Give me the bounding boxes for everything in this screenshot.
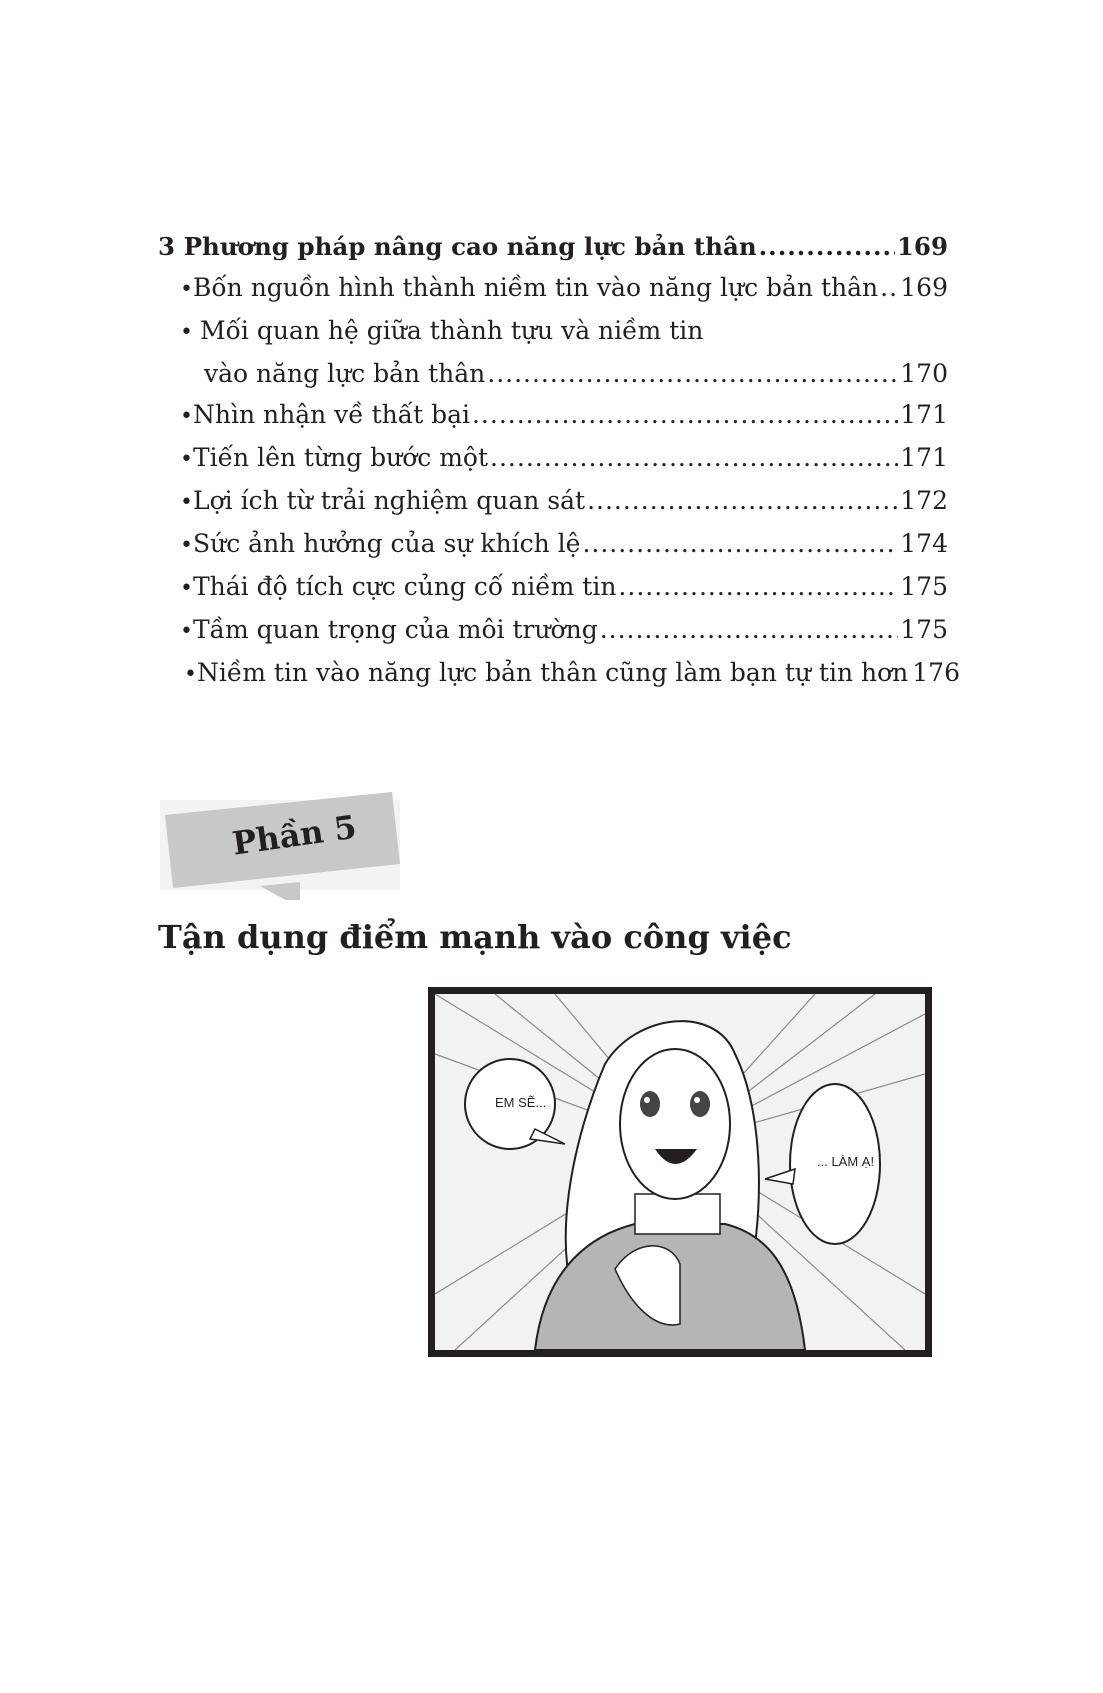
toc-item-label: Thái độ tích cực củng cố niềm tin bbox=[192, 572, 617, 601]
toc-leader-dots bbox=[618, 566, 898, 607]
toc-item-label: Tiến lên từng bước một bbox=[192, 443, 489, 472]
toc-heading-label: 3 Phương pháp nâng cao năng lực bản thân bbox=[158, 232, 757, 261]
bullet-icon: • bbox=[180, 576, 193, 601]
bullet-icon: • bbox=[180, 320, 193, 345]
toc-item-label: vào năng lực bản thân bbox=[204, 359, 486, 388]
toc-item-page: 171 bbox=[900, 400, 948, 429]
toc-item[interactable] bbox=[158, 609, 948, 652]
toc-heading[interactable] bbox=[158, 226, 948, 267]
bullet-icon: • bbox=[180, 533, 193, 558]
toc-leader-dots bbox=[490, 437, 898, 478]
toc-item-continuation[interactable] bbox=[158, 353, 948, 394]
toc-item[interactable] bbox=[158, 394, 948, 437]
toc-leader-dots bbox=[759, 226, 895, 267]
speech-bubble-left: EM SẼ... bbox=[495, 1095, 547, 1110]
comic-panel bbox=[428, 987, 932, 1357]
toc-item-page: 175 bbox=[900, 615, 948, 644]
bullet-icon: • bbox=[180, 447, 193, 472]
bullet-icon: • bbox=[180, 277, 193, 302]
part-label: Phần 5 bbox=[230, 807, 359, 863]
toc-leader-dots bbox=[582, 523, 898, 564]
toc-item[interactable] bbox=[158, 566, 948, 609]
toc-heading-page: 169 bbox=[896, 232, 948, 261]
toc-item-page: 174 bbox=[900, 529, 948, 558]
toc-item[interactable] bbox=[158, 523, 948, 566]
toc-item-label: Lợi ích từ trải nghiệm quan sát bbox=[192, 486, 586, 515]
toc-item-label: Mối quan hệ giữa thành tựu và niềm tin bbox=[200, 316, 704, 345]
toc-item[interactable] bbox=[158, 652, 960, 695]
bullet-icon: • bbox=[180, 404, 193, 429]
toc-item-page: 170 bbox=[900, 359, 948, 388]
toc-leader-dots bbox=[487, 353, 898, 394]
table-of-contents bbox=[158, 226, 960, 695]
toc-leader-dots bbox=[880, 267, 898, 308]
toc-item[interactable] bbox=[158, 437, 948, 480]
toc-item[interactable] bbox=[158, 267, 948, 310]
toc-item-page: 169 bbox=[900, 273, 948, 302]
toc-item-page: 172 bbox=[900, 486, 948, 515]
toc-item-label: Nhìn nhận về thất bại bbox=[192, 400, 470, 429]
section-title: Tận dụng điểm mạnh vào công việc bbox=[158, 918, 792, 956]
toc-item-page: 171 bbox=[900, 443, 948, 472]
speech-bubble-right: ... LÀM Ạ! bbox=[817, 1154, 875, 1169]
toc-item[interactable] bbox=[158, 310, 948, 353]
toc-item-page: 176 bbox=[912, 658, 960, 687]
bullet-icon: • bbox=[180, 619, 193, 644]
toc-item-label: Bốn nguồn hình thành niềm tin vào năng lực bản thân bbox=[192, 273, 879, 302]
toc-item-label: Tầm quan trọng của môi trường bbox=[192, 615, 598, 644]
toc-item[interactable] bbox=[158, 480, 948, 523]
toc-item-page: 175 bbox=[900, 572, 948, 601]
comic-illustration bbox=[435, 994, 925, 1350]
toc-item-label: Niềm tin vào năng lực bản thân cũng làm bạn tự tin hơn bbox=[196, 658, 909, 687]
toc-item-label: Sức ảnh hưởng của sự khích lệ bbox=[192, 529, 581, 558]
toc-leader-dots bbox=[587, 480, 898, 521]
toc-leader-dots bbox=[600, 609, 899, 650]
bullet-icon: • bbox=[180, 490, 193, 515]
bullet-icon: • bbox=[184, 662, 197, 687]
toc-leader-dots bbox=[472, 394, 898, 435]
